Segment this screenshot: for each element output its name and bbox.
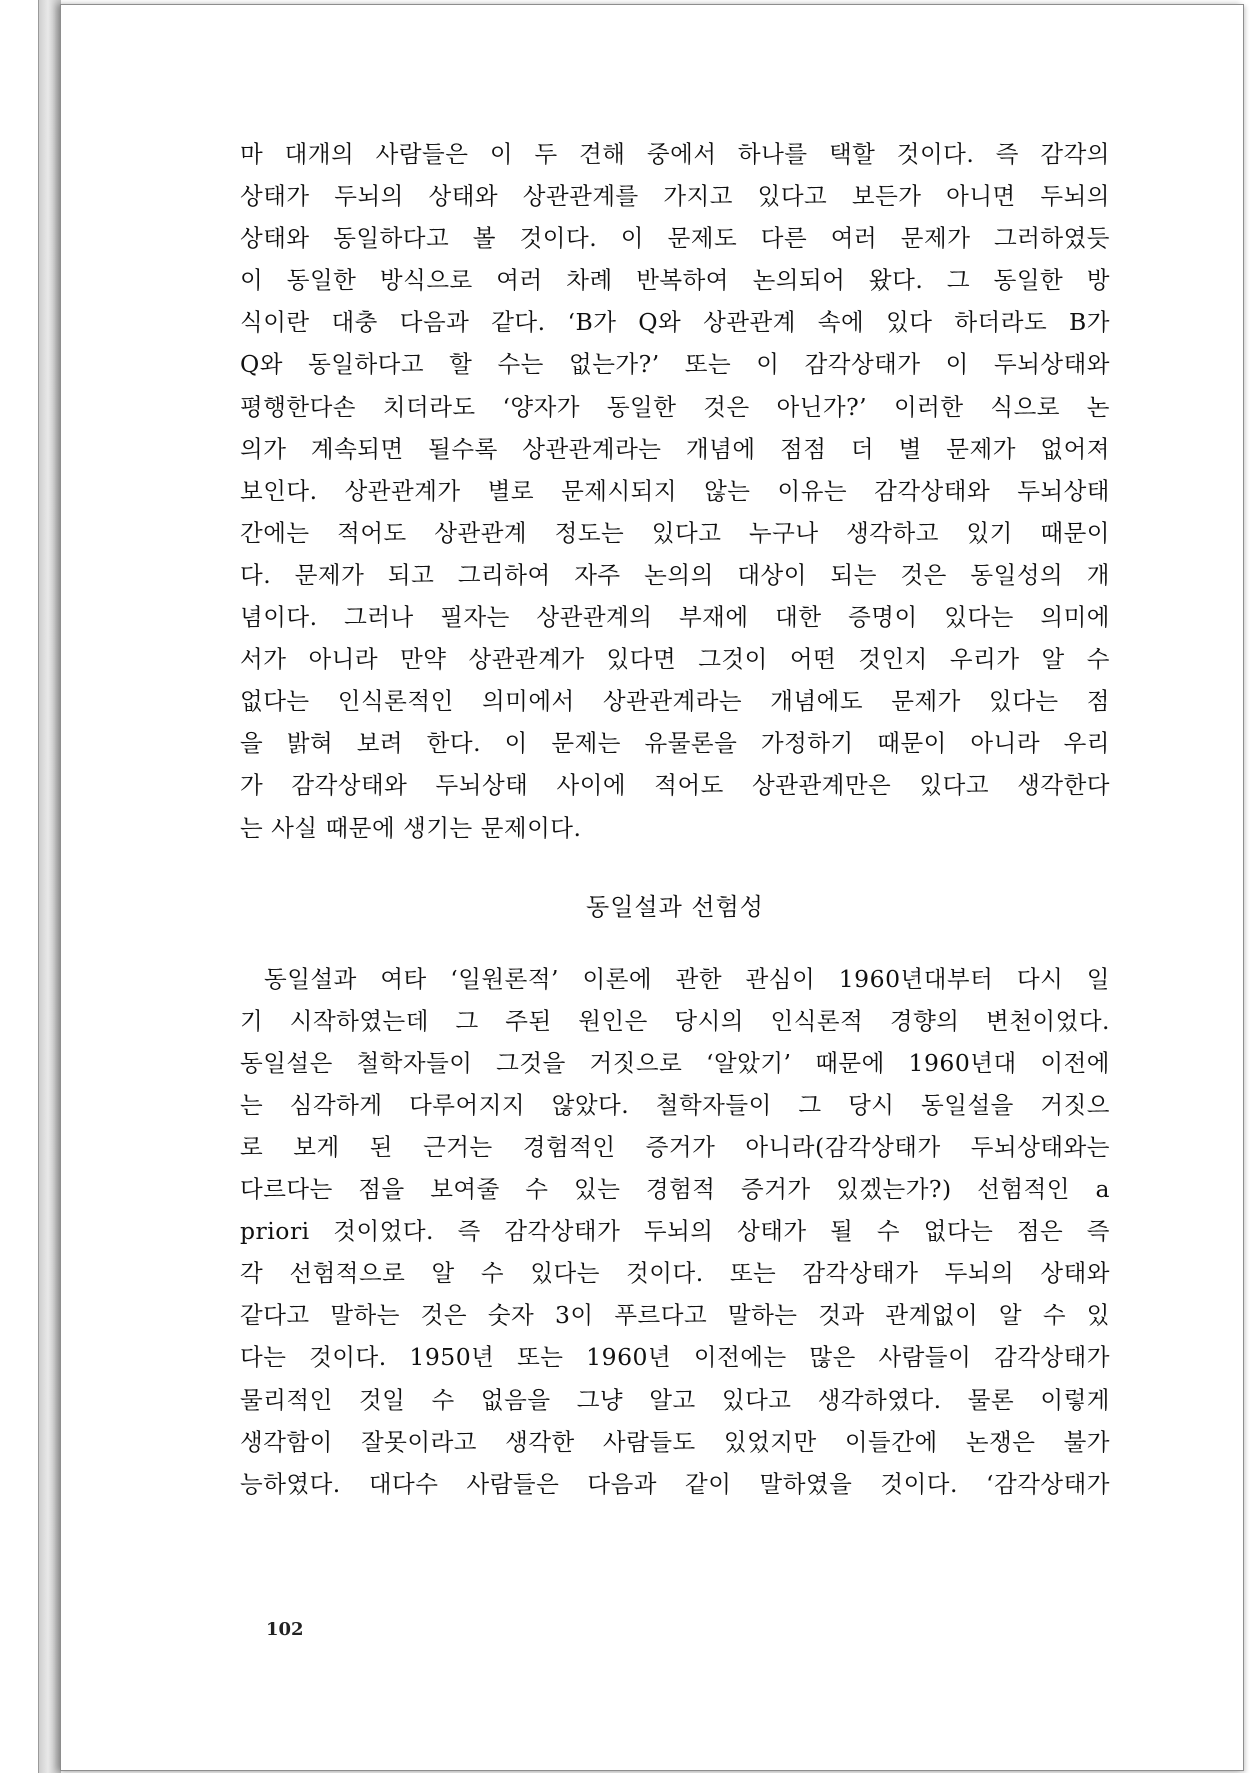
text-line: 다. 문제가 되고 그리하여 자주 논의의 대상이 되는 것은 동일성의 개 (240, 560, 1110, 589)
page-number: 102 (266, 1619, 304, 1640)
paragraph-2 (240, 958, 1110, 1505)
text-line: 상태와 동일하다고 볼 것이다. 이 문제도 다른 여러 문제가 그러하였듯 (240, 224, 1110, 253)
text-line: 기 시작하였는데 그 주된 원인은 당시의 인식론적 경향의 변천이었다. (240, 1006, 1110, 1035)
text-line: 가 감각상태와 두뇌상태 사이에 적어도 상관관계만은 있다고 생각한다 (240, 771, 1110, 800)
text-line: priori 것이었다. 즉 감각상태가 두뇌의 상태가 될 수 없다는 점은 즉 (240, 1217, 1110, 1246)
text-line: Q와 동일하다고 할 수는 없는가?’ 또는 이 감각상태가 이 두뇌상태와 (240, 350, 1110, 379)
section-heading: 동일설과 선험성 (586, 892, 764, 921)
text-line: 다르다는 점을 보여줄 수 있는 경험적 증거가 있겠는가?) 선험적인 a (240, 1175, 1110, 1204)
paragraph-1 (240, 133, 1110, 849)
page-stack-edge (38, 0, 61, 1773)
text-line: 상태가 두뇌의 상태와 상관관계를 가지고 있다고 보든가 아니면 두뇌의 (240, 182, 1110, 211)
text-line: 동일설은 철학자들이 그것을 거짓으로 ‘알았기’ 때문에 1960년대 이전에 (240, 1048, 1110, 1077)
text-line: 물리적인 것일 수 없음을 그냥 알고 있다고 생각하였다. 물론 이렇게 (240, 1385, 1110, 1414)
text-line: 생각함이 잘못이라고 생각한 사람들도 있었지만 이들간에 논쟁은 불가 (240, 1427, 1110, 1456)
text-line: 서가 아니라 만약 상관관계가 있다면 그것이 어떤 것인지 우리가 알 수 (240, 645, 1110, 674)
text-line: 각 선험적으로 알 수 있다는 것이다. 또는 감각상태가 두뇌의 상태와 (240, 1259, 1110, 1288)
text-line: 을 밝혀 보려 한다. 이 문제는 유물론을 가정하기 때문이 아니라 우리 (240, 729, 1110, 758)
text-line: 로 보게 된 근거는 경험적인 증거가 아니라(감각상태가 두뇌상태와는 (240, 1132, 1110, 1161)
text-line: 없다는 인식론적인 의미에서 상관관계라는 개념에도 문제가 있다는 점 (240, 687, 1110, 716)
text-line: 다는 것이다. 1950년 또는 1960년 이전에는 많은 사람들이 감각상태가 (240, 1343, 1110, 1372)
text-line: 는 심각하게 다루어지지 않았다. 철학자들이 그 당시 동일설을 거짓으 (240, 1090, 1110, 1119)
text-line: 보인다. 상관관계가 별로 문제시되지 않는 이유는 감각상태와 두뇌상태 (240, 476, 1110, 505)
text-line: 능하였다. 대다수 사람들은 다음과 같이 말하였을 것이다. ‘감각상태가 (240, 1469, 1110, 1498)
text-line: 간에는 적어도 상관관계 정도는 있다고 누구나 생각하고 있기 때문이 (240, 518, 1110, 547)
text-line: 의가 계속되면 될수록 상관관계라는 개념에 점점 더 별 문제가 없어져 (240, 434, 1110, 463)
text-line: 식이란 대충 다음과 같다. ‘B가 Q와 상관관계 속에 있다 하더라도 B가 (240, 308, 1110, 337)
page-text (240, 133, 1110, 1505)
text-line: 같다고 말하는 것은 숫자 3이 푸르다고 말하는 것과 관계없이 알 수 있 (240, 1301, 1110, 1330)
text-line: 마 대개의 사람들은 이 두 견해 중에서 하나를 택할 것이다. 즉 감각의 (240, 140, 1110, 168)
text-line: 평행한다손 치더라도 ‘양자가 동일한 것은 아닌가?’ 이러한 식으로 논 (240, 392, 1110, 421)
text-line: 는 사실 때문에 생기는 문제이다. (240, 813, 582, 842)
text-line: 이 동일한 방식으로 여러 차례 반복하여 논의되어 왔다. 그 동일한 방 (240, 266, 1110, 295)
text-line: 동일설과 여타 ‘일원론적’ 이론에 관한 관심이 1960년대부터 다시 일 (264, 964, 1110, 993)
text-line: 념이다. 그러나 필자는 상관관계의 부재에 대한 증명이 있다는 의미에 (240, 603, 1110, 632)
